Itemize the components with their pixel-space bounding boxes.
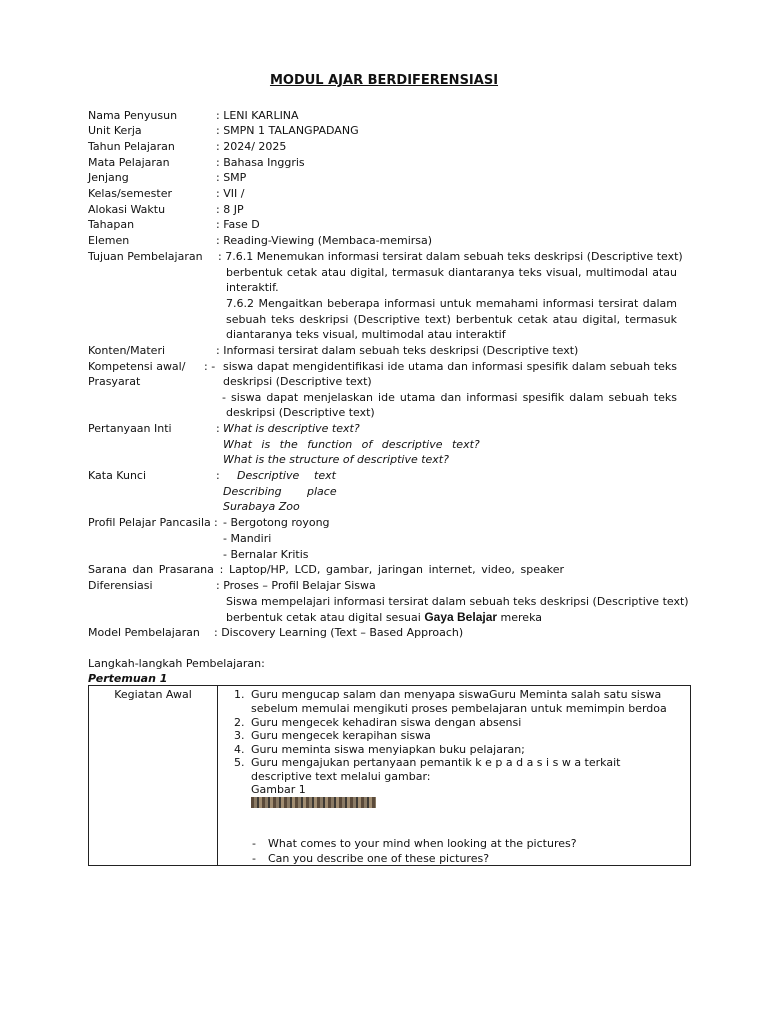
field-nama-penyusun bbox=[88, 108, 688, 124]
keyword: Descriptive bbox=[237, 469, 300, 482]
field-jenjang bbox=[88, 170, 688, 186]
keyword: Surabaya Zoo bbox=[223, 500, 300, 513]
pertanyaan-question: What is the structure of descriptive text? bbox=[223, 453, 449, 466]
step-number: 1. bbox=[234, 688, 245, 701]
pertanyaan-colon: : bbox=[216, 422, 220, 435]
step-number: 2. bbox=[234, 716, 245, 729]
field-alokasi-waktu bbox=[88, 202, 688, 218]
field-value: : Proses – Profil Belajar Siswa bbox=[216, 579, 376, 592]
field-label: Tahapan bbox=[88, 218, 135, 231]
tujuan-first-line: : 7.6.1 Menemukan informasi tersirat dalam sebuah teks deskripsi (Descriptive text) bbox=[218, 250, 683, 263]
field-label: Mata Pelajaran bbox=[88, 156, 170, 169]
bullet-question: Can you describe one of these pictures? bbox=[268, 852, 490, 865]
step-text: Guru mengecek kehadiran siswa dengan absensi bbox=[251, 716, 522, 729]
diferensiasi-text: berbentuk cetak atau digital sesuai bbox=[226, 611, 425, 624]
tujuan-line: sebuah teks deskripsi (Descriptive text) berbentuk cetak atau digital, termasuk bbox=[226, 313, 677, 326]
tujuan-line: berbentuk cetak atau digital, termasuk diantaranya teks visual, multimodal atau bbox=[226, 266, 677, 279]
field-value: : Fase D bbox=[216, 218, 260, 231]
kata-kunci-label: Kata Kunci bbox=[88, 469, 147, 482]
bullet-dash: - bbox=[252, 837, 256, 850]
field-value: : SMPN 1 TALANGPADANG bbox=[216, 124, 359, 137]
step-text: Guru meminta siswa menyiapkan buku pelajaran; bbox=[251, 743, 525, 756]
field-unit-kerja bbox=[88, 123, 688, 139]
bullet-dash: - bbox=[252, 852, 256, 865]
kompetensi-label: Kompetensi awal/ bbox=[88, 360, 186, 373]
sarana-prasarana: Sarana dan Prasarana : Laptop/HP, LCD, gambar, jaringan internet, video, speaker bbox=[88, 563, 564, 576]
step-text: descriptive text melalui gambar: bbox=[251, 770, 431, 783]
field-model-pembelajaran bbox=[88, 625, 688, 641]
gambar-1-image bbox=[251, 797, 376, 808]
field-value: : Informasi tersirat dalam sebuah teks deskripsi (Descriptive text) bbox=[216, 344, 579, 357]
keyword: place bbox=[307, 485, 337, 498]
field-tujuan-pembelajaran bbox=[88, 249, 688, 265]
field-label: Nama Penyusun bbox=[88, 109, 178, 122]
prasyarat-label: Prasyarat bbox=[88, 375, 141, 388]
pertanyaan-label: Pertanyaan Inti bbox=[88, 422, 172, 435]
field-value: : VII / bbox=[216, 187, 245, 200]
field-value: : Bahasa Inggris bbox=[216, 156, 305, 169]
field-value: : SMP bbox=[216, 171, 247, 184]
pertanyaan-question: What is the function of descriptive text? bbox=[223, 438, 480, 451]
field-label: Unit Kerja bbox=[88, 124, 142, 137]
kompetensi-line: deskripsi (Descriptive text) bbox=[223, 375, 372, 388]
field-konten-materi bbox=[88, 343, 688, 359]
pertanyaan-question: What is descriptive text? bbox=[223, 422, 360, 435]
diferensiasi-line: Siswa mempelajari informasi tersirat dalam sebuah teks deskripsi (Descriptive text) bbox=[226, 595, 689, 608]
field-value: : 2024/ 2025 bbox=[216, 140, 287, 153]
field-kelas-semester bbox=[88, 186, 688, 202]
tujuan-line: interaktif. bbox=[226, 281, 279, 294]
profil-colon: : bbox=[214, 516, 218, 529]
field-label: Tujuan Pembelajaran bbox=[88, 250, 203, 263]
field-label: Diferensiasi bbox=[88, 579, 153, 592]
field-value: : 8 JP bbox=[216, 203, 244, 216]
field-tahapan bbox=[88, 217, 688, 233]
kata-kunci-colon: : bbox=[216, 469, 220, 482]
keyword: Describing bbox=[223, 485, 282, 498]
field-value: : LENI KARLINA bbox=[216, 109, 299, 122]
profil-item: - Bernalar Kritis bbox=[223, 548, 309, 561]
field-label: Kelas/semester bbox=[88, 187, 172, 200]
tujuan-line: 7.6.2 Mengaitkan beberapa informasi untuk memahami informasi tersirat dalam bbox=[226, 297, 677, 310]
step-number: 4. bbox=[234, 743, 245, 756]
kompetensi-colon: : - bbox=[204, 360, 216, 373]
field-value: : Discovery Learning (Text – Based Approach) bbox=[214, 626, 464, 639]
field-mata-pelajaran bbox=[88, 155, 688, 171]
gambar-caption: Gambar 1 bbox=[251, 783, 306, 796]
profil-label: Profil Pelajar Pancasila bbox=[88, 516, 211, 529]
field-label: Jenjang bbox=[88, 171, 129, 184]
gaya-belajar-emphasis: Gaya Belajar bbox=[424, 610, 498, 624]
field-value: : Reading-Viewing (Membaca-memirsa) bbox=[216, 234, 433, 247]
field-label: Model Pembelajaran bbox=[88, 626, 200, 639]
field-elemen bbox=[88, 233, 688, 249]
field-diferensiasi bbox=[88, 578, 688, 594]
diferensiasi-text: mereka bbox=[497, 611, 542, 624]
kegiatan-awal-cell: Kegiatan Awal bbox=[114, 688, 192, 701]
kompetensi-line: siswa dapat mengidentifikasi ide utama dan informasi spesifik dalam sebuah teks bbox=[223, 360, 677, 373]
step-text: Guru mengecek kerapihan siswa bbox=[251, 729, 431, 742]
field-label: Tahun Pelajaran bbox=[88, 140, 175, 153]
profil-item: - Bergotong royong bbox=[223, 516, 330, 529]
bullet-question: What comes to your mind when looking at the pictures? bbox=[268, 837, 577, 850]
field-label: Konten/Materi bbox=[88, 344, 166, 357]
table-divider bbox=[217, 686, 218, 865]
field-tahun-pelajaran bbox=[88, 139, 688, 155]
kompetensi-line: deskripsi (Descriptive text) bbox=[226, 406, 375, 419]
tujuan-line: diantaranya teks visual, multimodal atau interaktif bbox=[226, 328, 506, 341]
step-text: Guru mengucap salam dan menyapa siswaGuru Meminta salah satu siswa bbox=[251, 688, 662, 701]
pertemuan-heading: Pertemuan 1 bbox=[88, 672, 168, 685]
kompetensi-line: - siswa dapat menjelaskan ide utama dan informasi spesifik dalam sebuah teks bbox=[222, 391, 677, 404]
step-text: sebelum memulai mengikuti proses pembelajaran untuk memimpin berdoa bbox=[251, 702, 667, 715]
step-text: Guru mengajukan pertanyaan pemantik k e p a d a s i s w a terkait bbox=[251, 756, 621, 769]
langkah-heading: Langkah-langkah Pembelajaran: bbox=[88, 657, 265, 670]
keyword: text bbox=[314, 469, 336, 482]
step-number: 3. bbox=[234, 729, 245, 742]
diferensiasi-line bbox=[226, 609, 542, 626]
step-number: 5. bbox=[234, 756, 245, 769]
field-label: Elemen bbox=[88, 234, 130, 247]
profil-item: - Mandiri bbox=[223, 532, 272, 545]
document-title: MODUL AJAR BERDIFERENSIASI bbox=[269, 73, 499, 88]
field-label: Alokasi Waktu bbox=[88, 203, 166, 216]
